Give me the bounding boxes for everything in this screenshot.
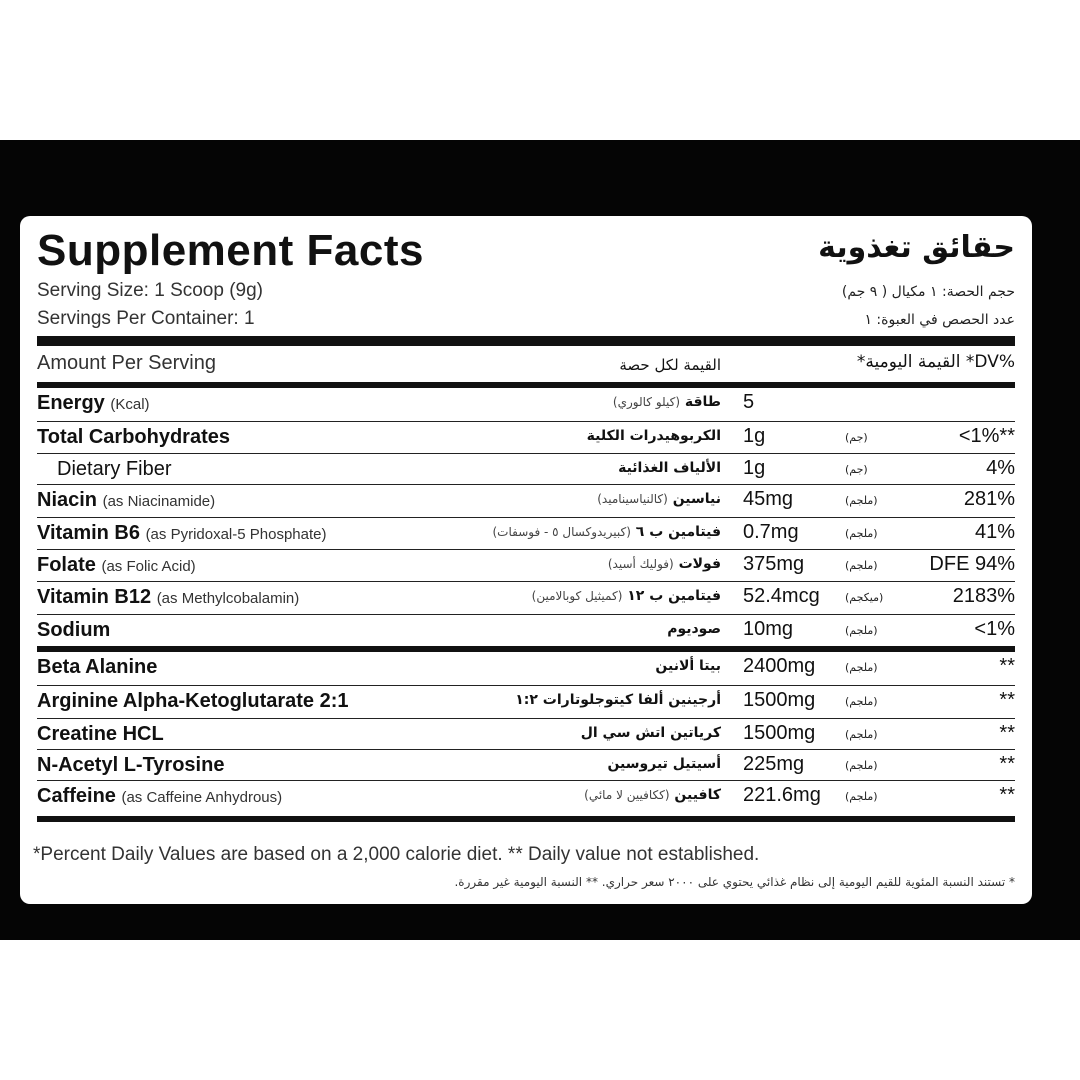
label-title-ar: حقائق تغذوية bbox=[818, 230, 1015, 265]
nutrient-name-ar-cell bbox=[587, 428, 721, 444]
nutrient-row bbox=[37, 388, 1015, 422]
nutrient-name-ar-cell bbox=[493, 524, 722, 540]
nutrient-name-cell bbox=[37, 426, 230, 449]
nutrient-name: N-Acetyl L-Tyrosine bbox=[37, 754, 225, 776]
nutrient-name-ar: فيتامين ب ١٢ bbox=[627, 588, 721, 604]
nutrient-name: Sodium bbox=[37, 619, 111, 641]
nutrient-name: Vitamin B6 bbox=[37, 522, 140, 544]
nutrient-unit: (ملجم) bbox=[845, 661, 878, 674]
nutrient-daily-value: 2183% bbox=[952, 585, 1015, 607]
nutrient-note: (as Folic Acid) bbox=[101, 558, 196, 575]
nutrient-note: (Kcal) bbox=[110, 396, 150, 413]
nutrient-name-ar-cell bbox=[607, 756, 721, 772]
nutrient-name: Arginine Alpha-Ketoglutarate 2:1 bbox=[37, 690, 349, 712]
label-header bbox=[37, 216, 1015, 336]
nutrient-name-ar: الألياف الغذائية bbox=[618, 460, 721, 476]
nutrient-amount: 221.6mg bbox=[743, 784, 821, 806]
nutrient-row bbox=[37, 518, 1015, 550]
footnote: *Percent Daily Values are based on a 2,000 calorie diet. ** Daily value not established. bbox=[33, 844, 760, 865]
nutrient-note-ar: (كالنياسيناميد) bbox=[597, 492, 668, 506]
nutrient-amount: 45mg bbox=[743, 488, 794, 510]
nutrient-daily-value: ** bbox=[999, 689, 1015, 711]
nutrient-name-ar: كافيين bbox=[674, 787, 721, 803]
nutrient-name-ar-cell bbox=[608, 556, 721, 572]
nutrient-unit: (ملجم) bbox=[845, 624, 878, 637]
nutrient-name-cell bbox=[37, 489, 215, 512]
nutrient-row bbox=[37, 582, 1015, 615]
nutrient-rows bbox=[37, 388, 1015, 646]
nutrient-daily-value: DFE 94% bbox=[929, 553, 1015, 575]
nutrient-row bbox=[37, 615, 1015, 646]
nutrient-unit: (جم) bbox=[845, 431, 868, 444]
nutrient-row bbox=[37, 750, 1015, 781]
servings-per-container: Servings Per Container: 1 bbox=[37, 308, 255, 329]
serving-size: Serving Size: 1 Scoop (9g) bbox=[37, 280, 264, 301]
nutrient-name-ar: نياسين bbox=[672, 491, 721, 507]
nutrient-amount: 5 bbox=[743, 391, 755, 413]
nutrient-unit: (ملجم) bbox=[845, 759, 878, 772]
nutrient-name: Creatine HCL bbox=[37, 723, 164, 745]
nutrient-name: Caffeine bbox=[37, 785, 116, 807]
nutrient-daily-value: ** bbox=[999, 722, 1015, 744]
nutrient-row bbox=[37, 781, 1015, 816]
nutrient-name-cell bbox=[37, 723, 164, 746]
nutrient-row bbox=[37, 485, 1015, 518]
nutrient-name-ar: أسيتيل تيروسين bbox=[607, 756, 721, 772]
nutrient-name-cell bbox=[37, 586, 299, 609]
nutrient-amount: 1g bbox=[743, 457, 766, 479]
nutrient-row bbox=[37, 550, 1015, 582]
nutrient-name: Energy bbox=[37, 392, 105, 414]
nutrient-note: (as Niacinamide) bbox=[102, 493, 216, 510]
nutrient-note-ar: (كيلو كالوري) bbox=[612, 395, 681, 409]
nutrient-name-ar-cell bbox=[618, 460, 721, 476]
nutrient-name-cell bbox=[37, 619, 110, 642]
servings-per-container-ar: عدد الحصص في العبوة: ١ bbox=[864, 312, 1015, 328]
nutrient-name: Dietary Fiber bbox=[57, 458, 172, 480]
nutrient-name-ar-cell bbox=[532, 588, 721, 604]
nutrient-name-ar-cell bbox=[655, 658, 721, 674]
nutrient-name-cell bbox=[37, 392, 150, 415]
nutrient-amount: 1500mg bbox=[743, 689, 816, 711]
nutrient-daily-value: 41% bbox=[974, 521, 1015, 543]
nutrient-amount: 0.7mg bbox=[743, 521, 799, 543]
nutrient-amount: 1500mg bbox=[743, 722, 816, 744]
nutrient-name-cell bbox=[37, 522, 327, 545]
nutrient-daily-value: <1% bbox=[974, 618, 1015, 640]
nutrient-amount: 10mg bbox=[743, 618, 794, 640]
nutrient-note-ar: (فوليك أسيد) bbox=[607, 557, 674, 571]
divider-medium bbox=[37, 816, 1015, 822]
ingredient-rows bbox=[37, 652, 1015, 816]
label-title: Supplement Facts bbox=[37, 226, 424, 275]
divider-thick bbox=[37, 336, 1015, 346]
nutrient-name: Total Carbohydrates bbox=[37, 426, 230, 448]
nutrient-note: (as Pyridoxal-5 Phosphate) bbox=[145, 526, 327, 543]
nutrient-note: (as Caffeine Anhydrous) bbox=[121, 789, 283, 806]
nutrient-daily-value: 4% bbox=[986, 457, 1015, 479]
nutrient-unit: (ملجم) bbox=[845, 790, 878, 803]
nutrient-unit: (ملجم) bbox=[845, 527, 878, 540]
nutrient-unit: (ملجم) bbox=[845, 728, 878, 741]
nutrient-daily-value: <1%** bbox=[958, 425, 1015, 447]
nutrient-daily-value: ** bbox=[999, 655, 1015, 677]
nutrient-name-ar: أرجينين ألفا كيتوجلوتارات ١:٢ bbox=[515, 692, 721, 708]
nutrient-name-ar-cell bbox=[584, 787, 721, 803]
nutrient-name-ar: فيتامين ب ٦ bbox=[635, 524, 721, 540]
nutrient-name-cell bbox=[37, 754, 224, 777]
nutrient-note-ar: (كبيريدوكسال ٥ - فوسفات) bbox=[492, 525, 631, 539]
nutrient-name-cell bbox=[57, 458, 171, 481]
nutrient-name-ar: فولات bbox=[678, 556, 721, 572]
serving-size-ar: حجم الحصة: ١ مكيال ( ٩ جم) bbox=[841, 284, 1015, 300]
nutrient-name-ar: الكربوهيدرات الكلية bbox=[586, 428, 721, 444]
nutrient-unit: (ميكجم) bbox=[845, 591, 884, 604]
nutrient-name-cell bbox=[37, 554, 196, 577]
nutrient-unit: (ملجم) bbox=[845, 695, 878, 708]
nutrient-name-cell bbox=[37, 656, 157, 679]
nutrient-name-ar: طاقة bbox=[684, 394, 721, 410]
nutrient-name-ar-cell bbox=[667, 621, 721, 637]
nutrient-name-ar: كرياتين اتش سي ال bbox=[580, 725, 721, 741]
nutrient-name: Vitamin B12 bbox=[37, 586, 152, 608]
nutrient-name-ar-cell bbox=[515, 692, 721, 708]
nutrient-daily-value: ** bbox=[999, 784, 1015, 806]
nutrient-note-ar: (كميثيل كوبالامين) bbox=[531, 589, 623, 603]
amount-per-serving-label: Amount Per Serving bbox=[37, 352, 216, 374]
nutrient-row bbox=[37, 686, 1015, 719]
nutrient-note: (as Methylcobalamin) bbox=[156, 590, 300, 607]
footnote-ar: * تستند النسبة المئوية للقيم اليومية إلى نظام غذائي يحتوي على ٢٠٠٠ سعر حراري. ** النسبة اليومية غير مقررة. bbox=[454, 875, 1015, 889]
nutrient-row bbox=[37, 454, 1015, 485]
nutrient-row bbox=[37, 422, 1015, 454]
nutrient-unit: (ملجم) bbox=[845, 494, 878, 507]
amount-per-serving-label-ar: القيمة لكل حصة bbox=[619, 356, 721, 374]
nutrient-row bbox=[37, 719, 1015, 750]
nutrient-name: Niacin bbox=[37, 489, 98, 511]
nutrient-name-cell bbox=[37, 785, 282, 808]
daily-value-header: %DV* القيمة اليومية* bbox=[856, 352, 1015, 372]
supplement-facts-panel bbox=[20, 216, 1032, 904]
nutrient-amount: 2400mg bbox=[743, 655, 816, 677]
nutrient-name-cell bbox=[37, 690, 349, 713]
nutrient-daily-value: ** bbox=[999, 753, 1015, 775]
nutrient-amount: 225mg bbox=[743, 753, 805, 775]
column-header-row bbox=[37, 346, 1015, 382]
nutrient-unit: (جم) bbox=[845, 463, 868, 476]
nutrient-name-ar: بيتا ألانين bbox=[655, 658, 721, 674]
nutrient-daily-value: 281% bbox=[963, 488, 1015, 510]
nutrient-note-ar: (ككافيين لا مائي) bbox=[584, 788, 670, 802]
nutrient-name-ar-cell bbox=[613, 394, 721, 410]
nutrient-name: Beta Alanine bbox=[37, 656, 158, 678]
nutrient-name: Folate bbox=[37, 554, 96, 576]
nutrient-amount: 1g bbox=[743, 425, 766, 447]
nutrient-amount: 375mg bbox=[743, 553, 805, 575]
nutrient-row bbox=[37, 652, 1015, 686]
nutrient-name-ar-cell bbox=[597, 491, 721, 507]
nutrient-name-ar: صوديوم bbox=[667, 621, 721, 637]
nutrient-name-ar-cell bbox=[581, 725, 721, 741]
nutrient-amount: 52.4mcg bbox=[743, 585, 820, 607]
nutrient-unit: (ملجم) bbox=[845, 559, 878, 572]
